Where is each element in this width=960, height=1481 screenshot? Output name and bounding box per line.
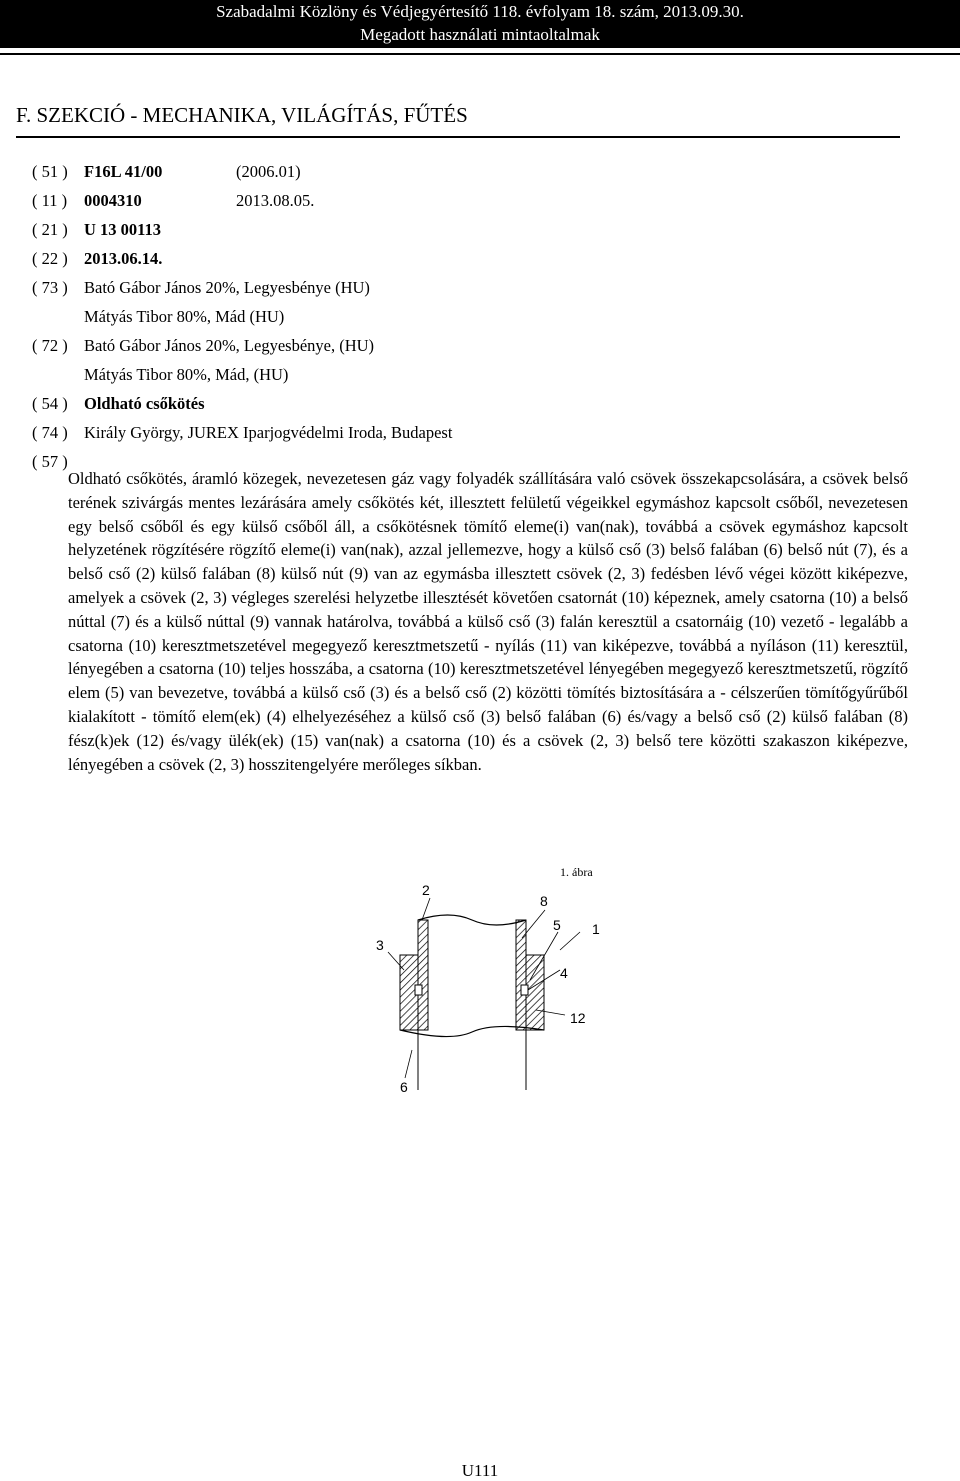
- field-code: ( 73 ): [32, 278, 68, 297]
- field-value: Bató Gábor János 20%, Legyesbénye (HU): [84, 278, 370, 297]
- label-6: 6: [400, 1079, 408, 1095]
- field-value: U 13 00113: [84, 220, 162, 239]
- field-code: ( 54 ): [32, 394, 68, 413]
- section-title: F. SZEKCIÓ - MECHANIKA, VILÁGÍTÁS, FŰTÉS: [16, 103, 468, 127]
- figure-caption: 1. ábra: [560, 865, 593, 879]
- label-4: 4: [560, 965, 568, 981]
- label-8: 8: [540, 893, 548, 909]
- field-value: Mátyás Tibor 80%, Mád, (HU): [84, 365, 289, 384]
- field-value: 2013.06.14.: [84, 249, 163, 268]
- label-5: 5: [553, 917, 561, 933]
- field-value: Mátyás Tibor 80%, Mád (HU): [84, 307, 285, 326]
- field-code: ( 72 ): [32, 336, 68, 355]
- field-value: Bató Gábor János 20%, Legyesbénye, (HU): [84, 336, 375, 355]
- journal-title: Szabadalmi Közlöny és Védjegyértesítő 118. évfolyam 18. szám, 2013.09.30.: [216, 2, 744, 21]
- field-value: F16L 41/00: [84, 162, 163, 181]
- abstract-text: Oldható csőkötés, áramló közegek, nevezetesen gáz vagy folyadék szállítására való csövek összekapcsolására, a csövek belső terének szivárgás mentes lezárására amely csőkötés két, illesztett felületű végeikkel egymáshoz kapcsolt csőből, nevezetesen egy belső csőből és egy külső csőből áll, a csőkötésnek tömítő eleme(i) van(nak), továbbá a csövek egymáshoz kapcsolt helyzetének rögzítésére rögzítő eleme(i) van(nak), azzal jellemezve, hogy a külső cső (3) belső falában (6) belső nút (7), és a belső cső (2) külső falában (8) külső nút (9) van az egymásba illesztett csövek (2, 3) fedésben lévő végei között kiképezve, amelyek a csövek (2, 3) végleges szerelési helyzetbe illesztését követően csatornát (10) képeznek, amely csatorna (10) a belső núttal (7) és a külső núttal (9) vannak határolva, továbbá a külső cső (3) falán keresztül a csatornáig (10) vezető - legalább a csatorna (10) keresztmetszetével megegyező keresztmetszetű - nyílás (11) van kiképezve, továbbá a nyíláson (11) keresztül, lényegében a csatorna (10) teljes hosszába, a csatorna (10) keresztmetszetével lényegében megegyező keresztmetszetű, rögzítő elem (5) van bevezetve, továbbá a külső cső (3) és a belső cső (2) közötti tömítés biztosítására a - célszerűen tömítőgyűrűből kialakított - tömítő elem(ek) (4) elhelyezéséhez a külső cső (3) belső falában (6) és/vagy a belső cső (2) külső falában (8) fész(k)ek (12) és/vagy ülék(ek) (15) van(nak) a csatorna (10) és a csövek (2, 3) belső tere közötti szakaszon kiképezve, lényegében a csövek (2, 3) hosszitengelyére merőleges síkban.: [68, 469, 908, 774]
- field-code: ( 57 ): [32, 452, 68, 471]
- page-number: U111: [461, 1461, 499, 1480]
- label-3: 3: [376, 937, 384, 953]
- field-value: 0004310: [84, 191, 142, 210]
- pipe-joint-drawing: [360, 860, 620, 1100]
- field-value: Király György, JUREX Iparjogvédelmi Iroda, Budapest: [84, 423, 453, 442]
- label-2: 2: [422, 882, 430, 898]
- field-code: ( 22 ): [32, 249, 68, 268]
- field-code: ( 51 ): [32, 162, 68, 181]
- label-1: 1: [592, 921, 600, 937]
- header-divider: [0, 53, 960, 55]
- section-divider: [16, 136, 900, 138]
- field-code: ( 21 ): [32, 220, 68, 239]
- label-12: 12: [570, 1010, 586, 1026]
- journal-subtitle: Megadott használati mintaoltalmak: [360, 25, 600, 44]
- patent-figure: [360, 860, 620, 1100]
- journal-header: [0, 0, 960, 48]
- field-value: Oldható csőkötés: [84, 394, 205, 413]
- field-code: ( 74 ): [32, 423, 68, 442]
- field-extra: (2006.01): [236, 162, 301, 181]
- field-extra: 2013.08.05.: [236, 191, 315, 210]
- field-code: ( 11 ): [32, 191, 68, 210]
